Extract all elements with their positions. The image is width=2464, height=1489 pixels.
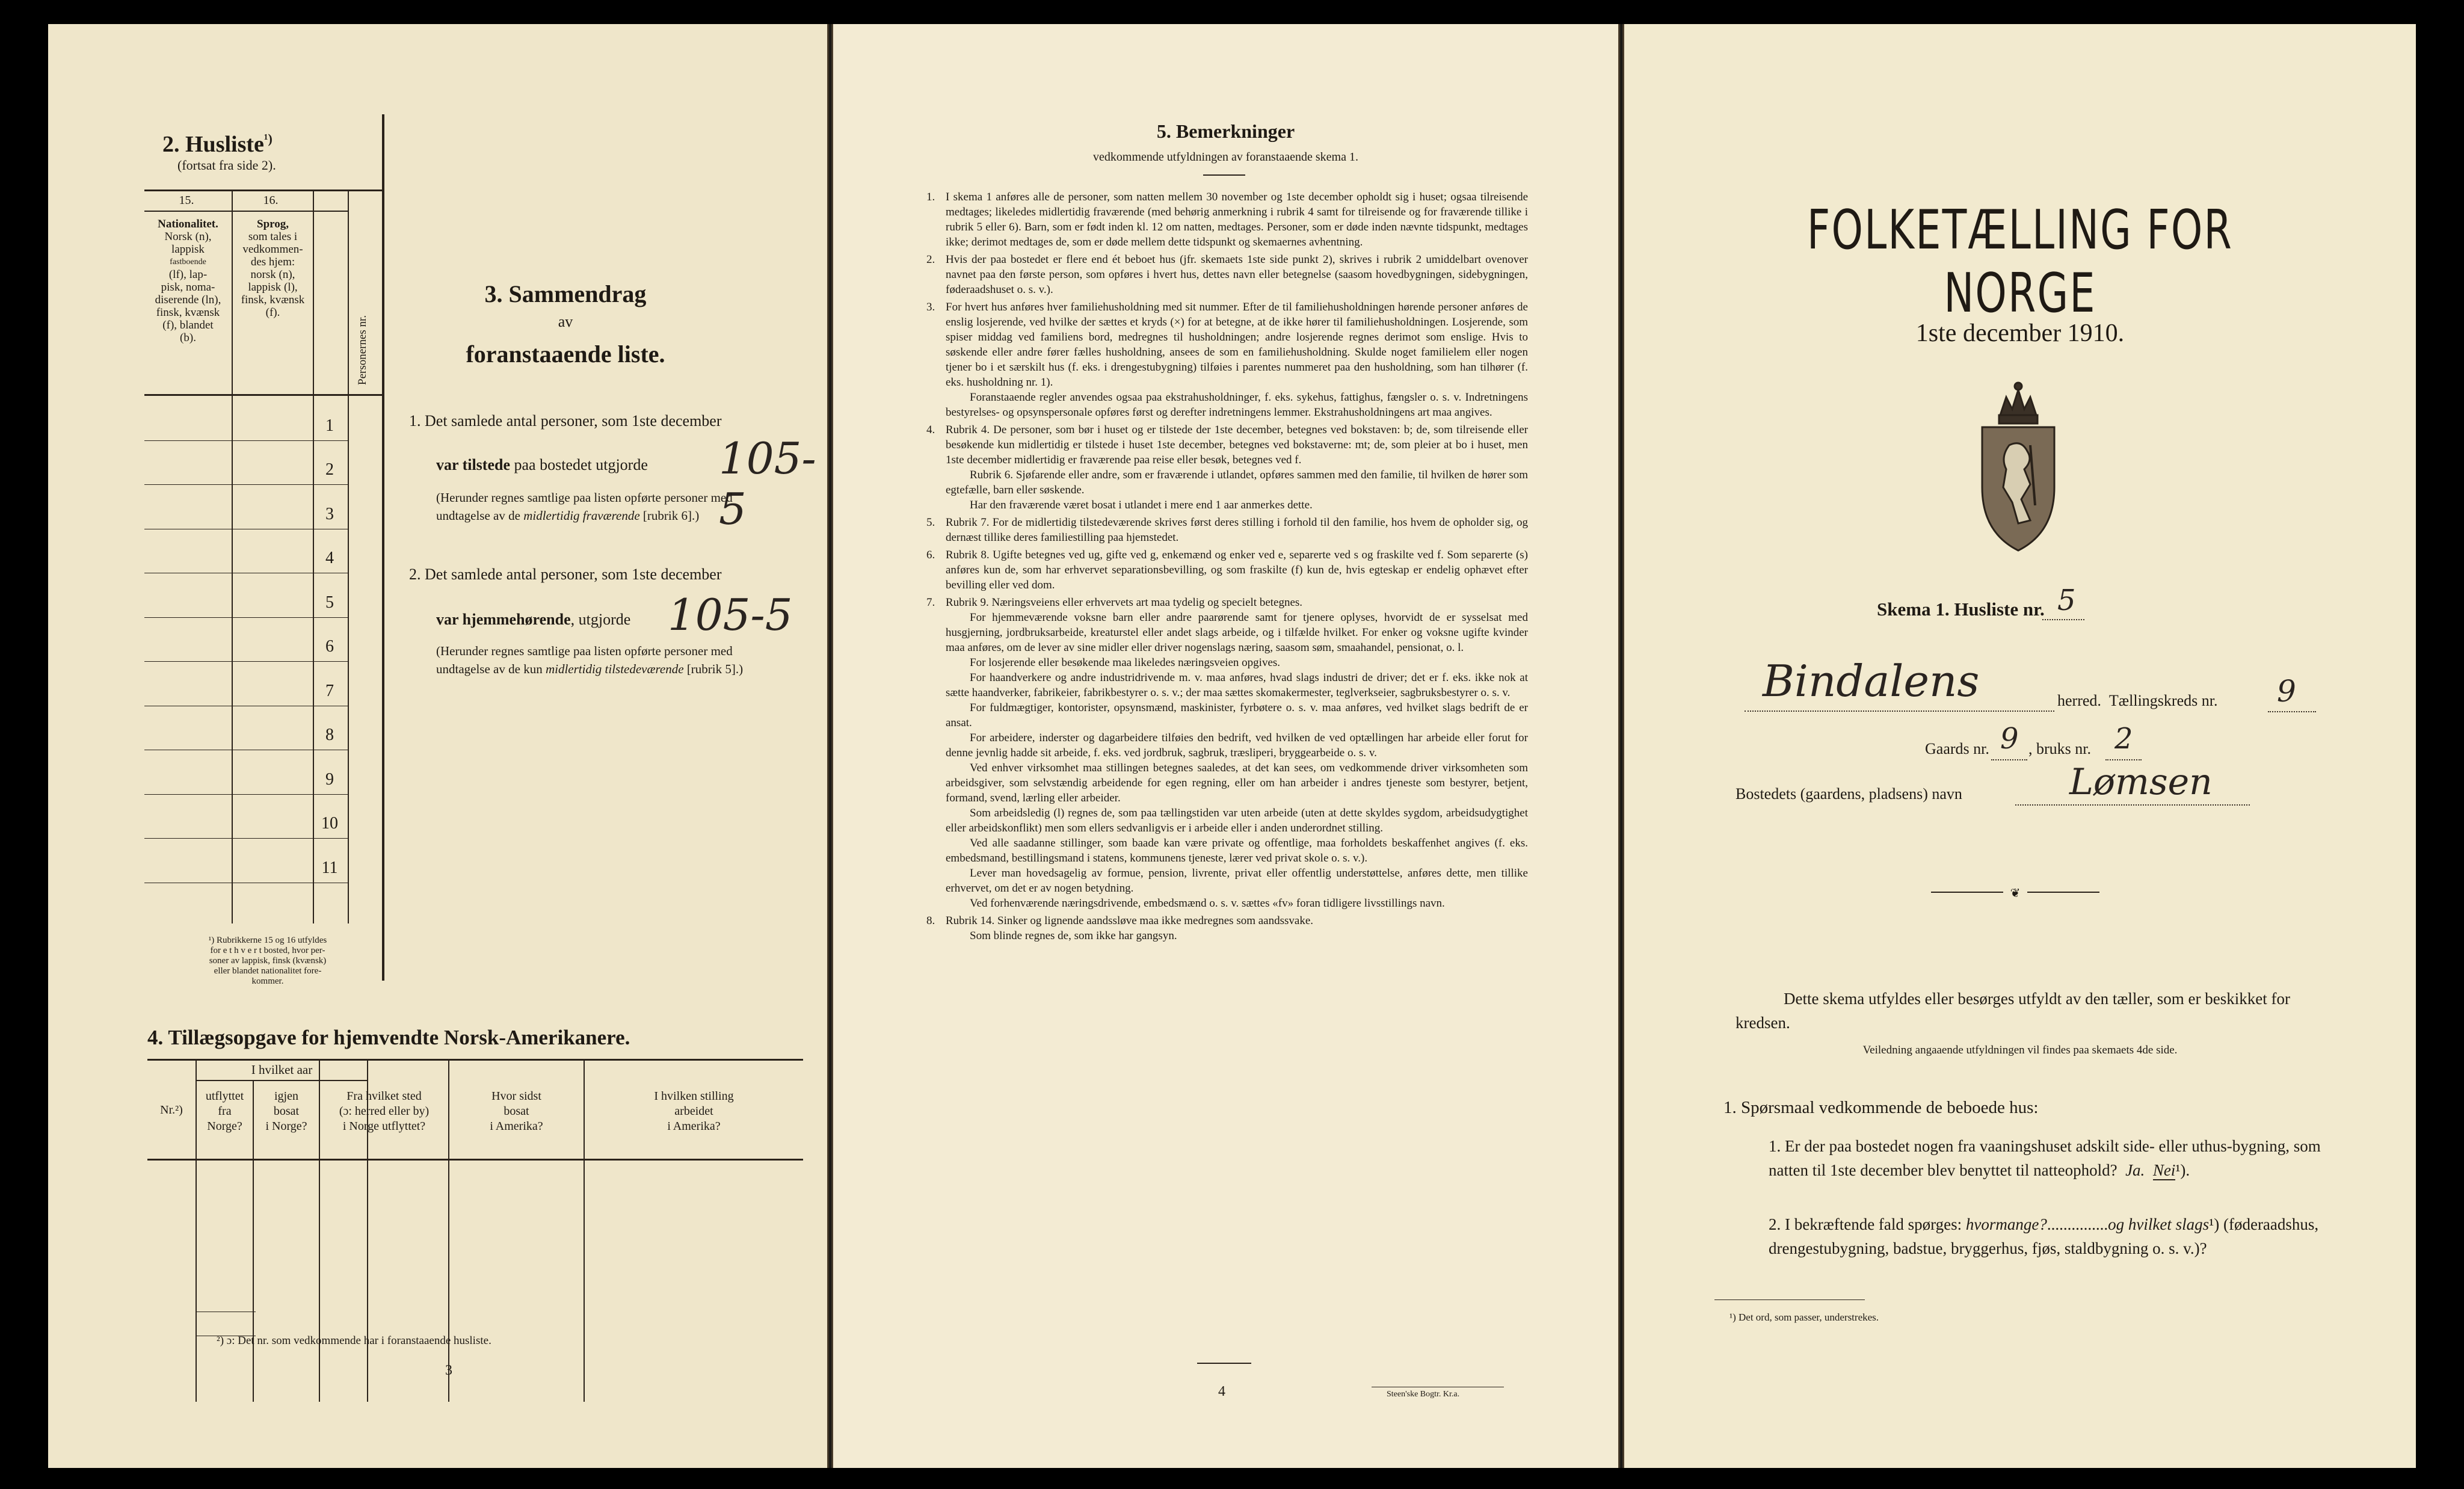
col15-header: Nationalitet. Norsk (n), lappisk fastboende (lf), lap- pisk, noma- diserende (ln), finsk, kvænsk (f), blandet (b).	[155, 218, 221, 344]
bemerkning-item-text: Rubrik 4. De personer, som bør i huset og er tilstede der 1ste december, betegnes ved bokstaven: b; de, som tilreisende eller besøkende kun midlertidig er tilstede i huset 1ste december, betegnes ved bokstaverne: mt; de, som pleier at bo i huset, men 1ste december midlertidig er fraværende paa reise eller besøk, betegnes ved f.	[946, 424, 1528, 466]
census-title: FOLKETÆLLING FOR NORGE	[1806, 199, 2234, 325]
bemerkning-item-number: 8.	[926, 914, 935, 927]
kreds-value: 9	[2277, 674, 2296, 709]
bemerkning-subparagraph: Foranstaaende regler anvendes ogsaa paa ekstrahusholdninger, f. eks. sykehus, fattighus, fængsler o. s. v. Indretningens bestyrelses- og opsynspersonale opføres først og derefter indretningens lemmer. Ekstrahusholdningens art maa angives.	[946, 391, 1528, 419]
husliste-title: 2. Husliste$^{^1)}$	[162, 131, 273, 157]
skema-label: Skema 1. Husliste nr.	[1877, 599, 2045, 620]
bemerkning-subparagraph: For haandverkere og andre industridrivende m. v. maa anføres, hvad slags industri de driver; det er f. eks. ikke nok at sætte haandverker, fabrikeier, fabrikbestyrer o. s. v.; der maa sættes skomakermester, teglverkseier, sagbruksbestyrer o. s. v.	[946, 671, 1528, 699]
sammendrag-q1-line1: 1. Det samlede antal personer, som 1ste december	[409, 412, 722, 430]
page-fold	[1618, 24, 1624, 1468]
tillaeg-h-sidst: Hvor sidst bosat i Amerika?	[490, 1090, 543, 1133]
bemerkning-subparagraph: For hjemmeværende voksne barn eller andre paarørende samt for tjenere oplyses, hvorvidt de er sysselsat med husgjerning, jordbruksarbeide, kreaturstel eller andet slags arbeide, og i tilfælde hvilket. For enker og voksne ugifte kvinder maa anføres, om de lever av sine midler eller driver nogenslags næring, saasom søm, smaahandel, pensionat, o. l.	[946, 611, 1528, 654]
bemerkning-subparagraph: Rubrik 6. Sjøfarende eller andre, som er fraværende i utlandet, opføres sammen med den familie, til hvilken de hører som egtefælle, barn eller søskende.	[946, 469, 1528, 496]
col16-header: Sprog, som tales i vedkommen- des hjem: norsk (n), lappisk (l), finsk, kvænsk (f).	[241, 218, 305, 319]
census-date: 1ste december 1910.	[1915, 319, 2125, 347]
bemerkning-subparagraph: Som arbeidsledig (l) regnes de, som paa tællingstiden var uten arbeide (uten at dette skyldes sygdom, arbeidsudygtighet eller arbeidskonflikt) men som ellers sedvanligvis er i arbeide eller i anden underordnet stilling.	[946, 807, 1528, 834]
bemerkning-item-number: 1.	[926, 191, 935, 203]
sammendrag-q1-value: 105-5	[719, 433, 816, 534]
bemerkning-item	[926, 515, 1528, 545]
bemerkning-item-text: I skema 1 anføres alle de personer, som natten mellem 30 november og 1ste december opholdt sig i huset; ogsaa tilreisende medtages; likeledes midlertidig fraværende (med behørig anmerkning i rubrik 4 samt for tilreisende og for fraværende tillike i rubrik 5 eller 6). Barn, som er født inden kl. 12 om natten, medtages. Personer, som er døde inden nævnte tidspunkt, medtages ikke; derimot medtages de, som er døde mellem dette tidspunkt og skemaernes avhentning.	[946, 191, 1528, 248]
bemerkning-subparagraph: Lever man hovedsagelig av formue, pension, livrente, privat eller offentlig understøttelse, anføres dette, men tillike erhvervet, om det er av nogen betydning.	[946, 867, 1528, 895]
sammendrag-title: 3. Sammendrag	[484, 280, 647, 307]
husliste-row-number: 11	[321, 858, 338, 877]
sammendrag-q2-note2: undtagelse av de kun midlertidig tilstedeværende [rubrik 5].)	[436, 662, 744, 676]
husliste-nr-value: 5	[2057, 584, 2076, 617]
page-3-husliste	[48, 24, 827, 1468]
bemerkning-item	[926, 547, 1528, 593]
bemerkning-item-text: Hvis der paa bostedet er flere end ét beboet hus (jfr. skemaets 1ste side punkt 2), skrives i rubrik 2 umiddelbart ovenover navnet paa den første person, som opføres i hvert hus, dettes navn eller betegnelse (saasom hovedbygningen, sidebygningen, føderaadshuset o. s. v.).	[946, 253, 1528, 296]
col15-number: 15.	[179, 194, 194, 207]
husliste-row-number: 10	[321, 814, 338, 833]
husliste-row-number: 3	[325, 504, 334, 523]
bemerkning-subparagraph: For losjerende eller besøkende maa likeledes næringsveien opgives.	[970, 656, 1281, 669]
tillaeg-title: 4. Tillægsopgave for hjemvendte Norsk-Amerikanere.	[147, 1026, 630, 1049]
sammendrag-q1-note2: undtagelse av de midlertidig fraværende [rubrik 6].)	[436, 508, 700, 523]
question-2: 2. I bekræftende fald spørges: hvormange?...............og hvilket slags¹) (føderaadshus, drengestubygning, badstue, bryggerhus, fjøs, staldbygning o. s. v.)?	[1769, 1215, 2319, 1257]
col-person-number-header: Personernes nr.	[356, 315, 369, 385]
bemerkning-subparagraph: Ved enhver virksomhet maa stillingen betegnes saaledes, at det kan sees, om vedkommende driver virksomheten som arbeidsgiver, som selvstændig arbeidende for egen regning, eller om han arbeider i andres tjeneste som bestyrer, betjent, formand, svend, lærling eller arbeider.	[946, 762, 1528, 804]
bemerkninger-title: 5. Bemerkninger	[1156, 120, 1295, 142]
husliste-row-line	[144, 440, 349, 441]
bemerkning-subparagraph: Ved alle saadanne stillinger, som baade kan være private og offentlige, maa forholdets beskaffenhet angives (f. eks. embedsmand, bestillingsmand i statens, kommunens tjeneste, lærer ved privat skole o. s. v.).	[946, 837, 1528, 865]
bemerkning-item-number: 7.	[926, 596, 935, 609]
question-1: 1. Er der paa bostedet nogen fra vaaningshuset adskilt side- eller uthus-bygning, som natten til 1ste december blev benyttet til natteophold? Ja. Nei¹).	[1769, 1137, 2321, 1179]
husliste-row-line	[144, 661, 349, 662]
bemerkning-subparagraph: For fuldmægtiger, kontorister, opsynsmænd, maskinister, fyrbøtere o. s. v. maa anføres, ved hvilket slags bedrift de er ansat.	[946, 701, 1528, 729]
sammendrag-subtitle: foranstaaende liste.	[466, 341, 665, 368]
bemerkning-item	[926, 190, 1528, 250]
tillaeg-h-stilling: I hvilken stilling arbeidet i Amerika?	[654, 1090, 734, 1133]
husliste-row-line	[144, 617, 349, 618]
tillaeg-footnote: ²) ɔ: Det nr. som vedkommende har i foranstaaende husliste.	[217, 1334, 491, 1347]
tillaeg-h-nr: Nr.²)	[160, 1103, 183, 1117]
tillaeg-h-igjen: igjen bosat i Norge?	[265, 1090, 307, 1133]
bemerkning-item-text: Rubrik 7. For de midlertidig tilstedeværende skrives først deres stilling i forhold til den familie, hos hvem de opholder sig, og dernæst tillike deres familiestilling paa hjemstedet.	[946, 516, 1528, 544]
guide-text: Veiledning angaaende utfyldningen vil findes paa skemaets 4de side.	[1862, 1044, 2178, 1056]
husliste-row-number: 8	[325, 726, 334, 744]
bemerkninger-list	[926, 190, 1528, 946]
sammendrag-q2-line1: 2. Det samlede antal personer, som 1ste december	[409, 566, 722, 583]
husliste-row-number: 1	[325, 416, 334, 435]
bruk-value: 2	[2114, 722, 2133, 756]
herred-value: Bindalens	[1763, 656, 1980, 706]
section1-heading: 1. Spørsmaal vedkommende de beboede hus:	[1723, 1098, 2039, 1117]
husliste-row-number: 6	[325, 637, 334, 656]
bemerkning-subparagraph: For arbeidere, inderster og dagarbeidere tilføies den bedrift, ved hvilken de ved optællingen har arbeide eller forut for denne jevnlig hadde sit arbeide, f. eks. ved jordbruk, sagbruk, træsliperi, bryggearbeide o. s. v.	[946, 732, 1528, 759]
sammendrag-q1-note1: (Herunder regnes samtlige paa listen opførte personer med	[436, 490, 733, 505]
husliste-row-number: 7	[325, 681, 334, 700]
bosted-label: Bostedets (gaardens, pladsens) navn	[1736, 785, 1962, 803]
gaard-label: Gaards nr.	[1925, 740, 1989, 757]
bemerkning-item-number: 6.	[926, 549, 935, 561]
bemerkning-item	[926, 300, 1528, 420]
bemerkning-item-text: For hvert hus anføres hver familiehusholdning med sit nummer. Efter de til familiehusholdningen hørende personer anføres de enslig losjerende, ved hvilke der sættes et kryds (×) for at betegne, at de ikke hører til familiehusholdningen. Losjerende, som spiser middag ved familiens bord, medregnes til husholdningen; andre losjerende regnes derimot som enslige. Hvis to søskende eller andre fører fælles husholdning, ansees de som en familiehusholdning. Skulde noget familielem eller nogen tjener bo i et særskilt hus (f. eks. i drengestubygning) tilføies i parentes nummeret paa den husholdning, som han tilhører (f. eks. husholdning nr. 1).	[946, 301, 1528, 389]
herred-label: herred. Tællingskreds nr.	[2057, 692, 2218, 709]
bemerkninger-subtitle: vedkommende utfyldningen av foranstaaende skema 1.	[1093, 150, 1358, 164]
husliste-row-line	[144, 484, 349, 485]
printer-imprint: Steen'ske Bogtr. Kr.a.	[1387, 1390, 1460, 1399]
husliste-row-number: 9	[325, 769, 334, 789]
bemerkning-item-text: Rubrik 9. Næringsveiens eller erhvervets art maa tydelig og specielt betegnes.	[946, 596, 1303, 609]
sammendrag-av: av	[558, 313, 573, 330]
bemerkning-item	[926, 913, 1528, 943]
tillaeg-h-fra: Fra hvilket sted (ɔ: herred eller by) i Norge utflyttet?	[339, 1090, 430, 1133]
page-4-bemerkninger	[833, 24, 1618, 1468]
bemerkning-item-number: 4.	[926, 424, 935, 436]
husliste-footnote: ¹) Rubrikkerne 15 og 16 utfyldes for e t h v e r t bosted, hvor per- soner av lappisk, finsk (kvænsk) eller blandet nationalitet fore- kommer.	[208, 936, 327, 986]
husliste-row-line	[144, 794, 349, 795]
bosted-value: Lømsen	[2069, 761, 2213, 803]
bemerkning-item-text: Rubrik 14. Sinker og lignende aandssløve maa ikke medregnes som aandssvake.	[946, 914, 1314, 927]
sammendrag-q1-line2: var tilstede paa bostedet utgjorde	[436, 456, 648, 473]
bemerkning-subparagraph: Som blinde regnes de, som ikke har gangsyn.	[970, 929, 1177, 942]
gaard-value: 9	[2000, 722, 2019, 756]
page-number-4: 4	[1218, 1384, 1225, 1399]
bemerkning-item-text: Rubrik 8. Ugifte betegnes ved ug, gifte ved g, enkemænd og enker ved e, separerte ved s og fraskilte ved f. Som separerte (s) anføres kun de, som har erhvervet separationsbevilling, og som fraskilte (f) kun de, hvis egteskap er endelig ophævet efter bevilling eller ved dom.	[946, 549, 1528, 591]
bemerkning-subparagraph: Ved forhenværende næringsdrivende, embedsmænd o. s. v. sættes «fv» foran tidligere livsstillings navn.	[970, 897, 1445, 910]
norway-coat-of-arms-icon	[1964, 379, 2072, 556]
ornament-icon: ❦	[2003, 886, 2027, 901]
husliste-row-number: 2	[325, 460, 334, 479]
husliste-row-number: 4	[325, 549, 334, 567]
page-fold	[827, 24, 833, 1468]
page-number-3: 3	[445, 1363, 452, 1378]
sammendrag-q2-note1: (Herunder regnes samtlige paa listen opførte personer med	[436, 644, 733, 658]
cover-footnote: ¹) Det ord, som passer, understrekes.	[1729, 1312, 1879, 1323]
bemerkning-item-number: 2.	[926, 253, 935, 266]
bemerkning-subparagraph: Har den fraværende været bosat i utlandet i mere end 1 aar anmerkes dette.	[970, 499, 1313, 511]
page-1-cover	[1624, 24, 2416, 1468]
bruk-label: , bruks nr.	[2028, 740, 2091, 757]
tillaeg-h-utflyttet: utflyttet fra Norge?	[205, 1090, 244, 1133]
tillaeg-h-aar: I hvilket aar	[251, 1062, 313, 1077]
husliste-row-number: 5	[325, 593, 334, 612]
sammendrag-q2-value: 105-5	[668, 590, 793, 640]
intro-text: Dette skema utfyldes eller besørges utfyldt av den tæller, som er beskikket for kredsen.	[1736, 990, 2290, 1032]
husliste-row-line	[144, 838, 349, 839]
col16-number: 16.	[263, 194, 279, 207]
bemerkning-item	[926, 252, 1528, 297]
bemerkning-item	[926, 422, 1528, 513]
sammendrag-q2-line2: var hjemmehørende, utgjorde	[436, 611, 631, 628]
bemerkning-item-number: 5.	[926, 516, 935, 529]
husliste-subtitle: (fortsat fra side 2).	[177, 158, 276, 173]
bemerkning-item	[926, 595, 1528, 911]
bemerkning-item-number: 3.	[926, 301, 935, 313]
